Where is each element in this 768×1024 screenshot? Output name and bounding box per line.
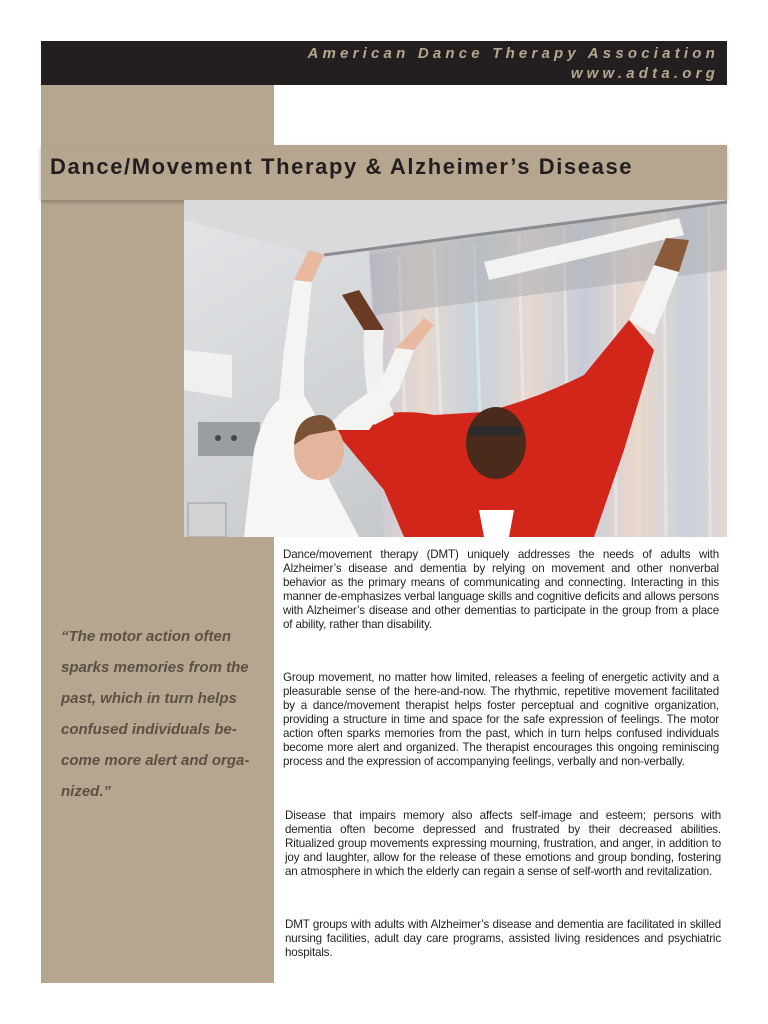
- pull-quote: “The motor action often sparks memories from the past, which in turn helps confused individuals become more alert and organized.”: [61, 628, 250, 800]
- body-paragraph: Group movement, no matter how limited, releases a feeling of energetic activity and a pleasurable sense of the here-and-now. The rhythmic, repetitive movement facilitated by a dance/movement therapist helps foster perceptual and cognitive organization, providing a structure in time and space for the safe expression of feelings. The motor action often sparks memories from the past, which in turn helps confused individuals become more alert and organized. The therapist encourages this ongoing reminiscing process and the expression of accompanying feelings, verbally and non-verbally.: [283, 671, 719, 768]
- therapy-photo: [184, 200, 727, 537]
- body-paragraph: Disease that impairs memory also affects self-image and esteem; persons with dementia often become depressed and frustrated by their decreased abilities. Ritualized group movements expressing mourning, frustration, and anger, in addition to joy and laughter, allow for the release of these emotions and group bonding, fostering an atmosphere in which the elderly can regain a sense of self-worth and revitalization.: [285, 809, 721, 878]
- header-bar: [41, 41, 727, 85]
- photo-illustration: [184, 200, 727, 537]
- page-title: Dance/Movement Therapy & Alzheimer’s Disease: [50, 154, 634, 179]
- organization-name: American Dance Therapy Association: [307, 45, 719, 62]
- website-url[interactable]: www.adta.org: [570, 65, 719, 82]
- title-band: [41, 145, 727, 200]
- body-paragraph: Dance/movement therapy (DMT) uniquely addresses the needs of adults with Alzheimer’s disease and dementia by relying on movement and other nonverbal behavior as the primary means of communicating and connecting. Interacting in this manner de-emphasizes verbal language skills and cognitive deficits and allows persons with Alzheimer’s disease and other dementias to participate in the group from a place of ability, rather than disability.: [283, 548, 719, 631]
- body-paragraph: DMT groups with adults with Alzheimer’s disease and dementia are facilitated in skilled nursing facilities, adult day care programs, assisted living residences and psychiatric hospitals.: [285, 918, 721, 959]
